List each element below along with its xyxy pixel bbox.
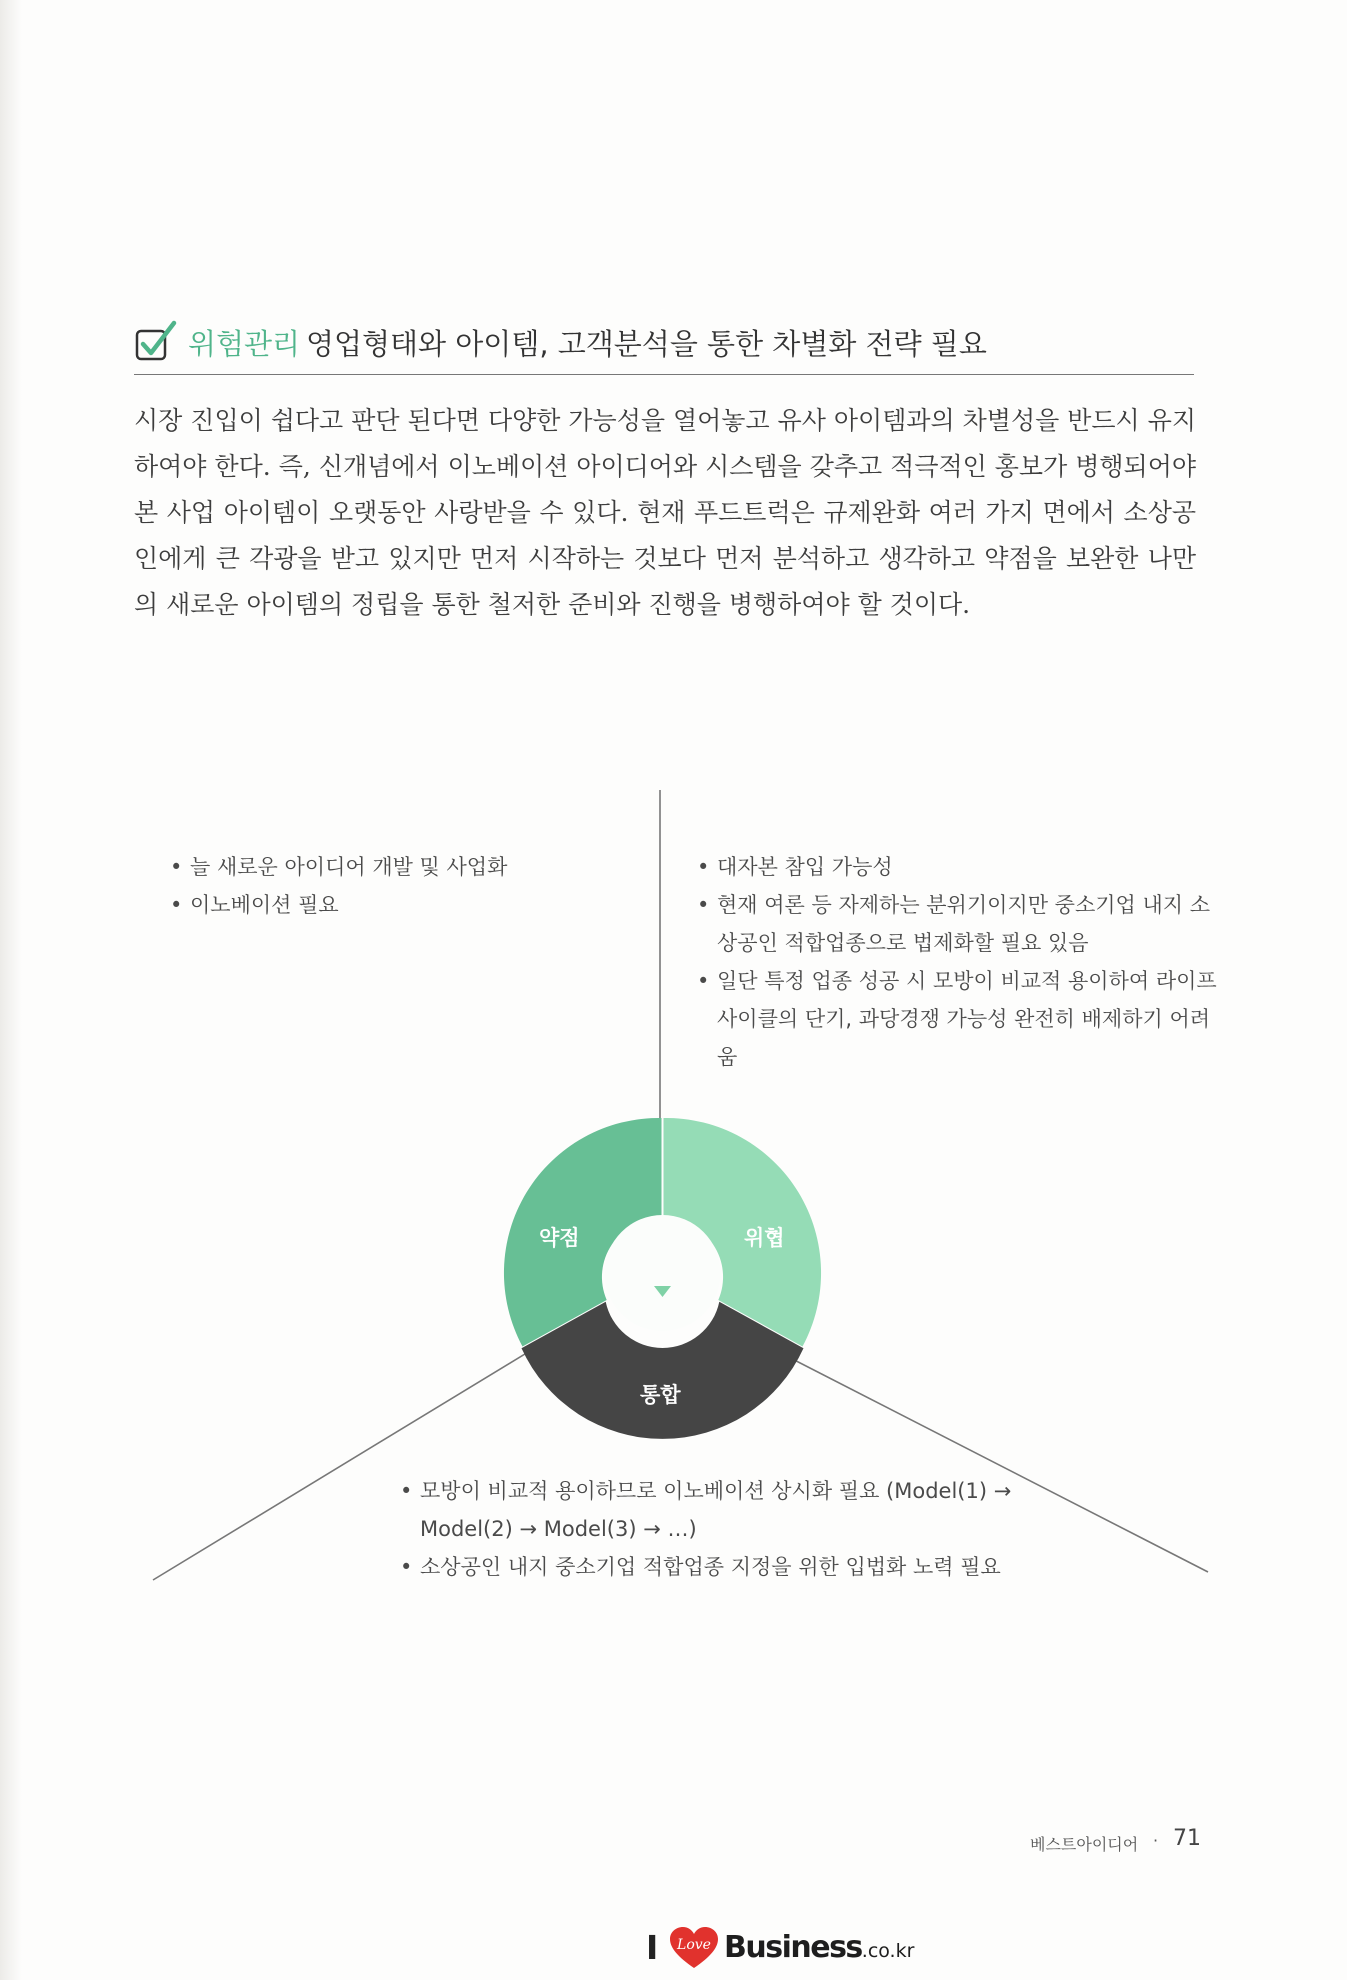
- threat-point: • 대자본 참입 가능성: [697, 848, 1217, 886]
- heart-icon: [668, 1926, 720, 1970]
- integration-points: [400, 1472, 1020, 1586]
- section-label: 위험관리: [188, 327, 301, 361]
- threat-points: [697, 848, 1217, 1076]
- integration-point: • 모방이 비교적 용이하므로 이노베이션 상시화 필요 (Model(1) → Model(2) → Model(3) → …): [400, 1472, 1020, 1548]
- brand-love-text: Love: [677, 1937, 711, 1953]
- footer-separator: ·: [1153, 1831, 1159, 1850]
- center-circle: [605, 1215, 721, 1331]
- threat-point: • 일단 특정 업종 성공 시 모방이 비교적 용이하여 라이프 사이클의 단기, 과당경쟁 가능성 완전히 배제하기 어려움: [697, 962, 1217, 1076]
- brand-name-text: Business: [724, 1930, 862, 1965]
- segment-label-threat: 위협: [744, 1226, 785, 1250]
- footer-section-name: 베스트아이디어: [1030, 1835, 1139, 1854]
- brand-letter-i: I: [646, 1928, 659, 1967]
- integration-point: • 소상공인 내지 중소기업 적합업종 지정을 위한 입법화 노력 필요: [400, 1548, 1020, 1586]
- page-number: 71: [1173, 1826, 1201, 1851]
- segment-label-weakness: 약점: [539, 1226, 580, 1250]
- threat-point: • 현재 여론 등 자제하는 분위기이지만 중소기업 내지 소상공인 적합업종으로 법제화할 필요 있음: [697, 886, 1217, 962]
- brand-domain: .co.kr: [861, 1940, 915, 1962]
- brand-logo: [646, 1926, 915, 1972]
- body-paragraph: 시장 진입이 쉽다고 판단 된다면 다양한 가능성을 열어놓고 유사 아이템과의 차별성을 반드시 유지하여야 한다. 즉, 신개념에서 이노베이션 아이디어와 시스템을 갖추고 적극적인 홍보가 병행되어야 본 사업 아이템이 오랫동안 사랑받을 수 있다. 현재 푸드트럭은 규제완화 여러 가지 면에서 소상공인에게 큰 각광을 받고 있지만 먼저 시작하는 것보다 먼저 분석하고 생각하고 약점을 보완한 나만의 새로운 아이템의 정립을 통한 철저한 준비와 진행을 병행하여야 할 것이다.: [134, 406, 1196, 619]
- weakness-points: [170, 848, 590, 924]
- brand-name: [724, 1930, 914, 1965]
- weakness-point: • 늘 새로운 아이디어 개발 및 사업화: [170, 848, 590, 886]
- weakness-point: • 이노베이션 필요: [170, 886, 590, 924]
- segment-label-integration: 통합: [640, 1383, 681, 1407]
- section-title: 영업형태와 아이템, 고객분석을 통한 차별화 전략 필요: [306, 327, 987, 361]
